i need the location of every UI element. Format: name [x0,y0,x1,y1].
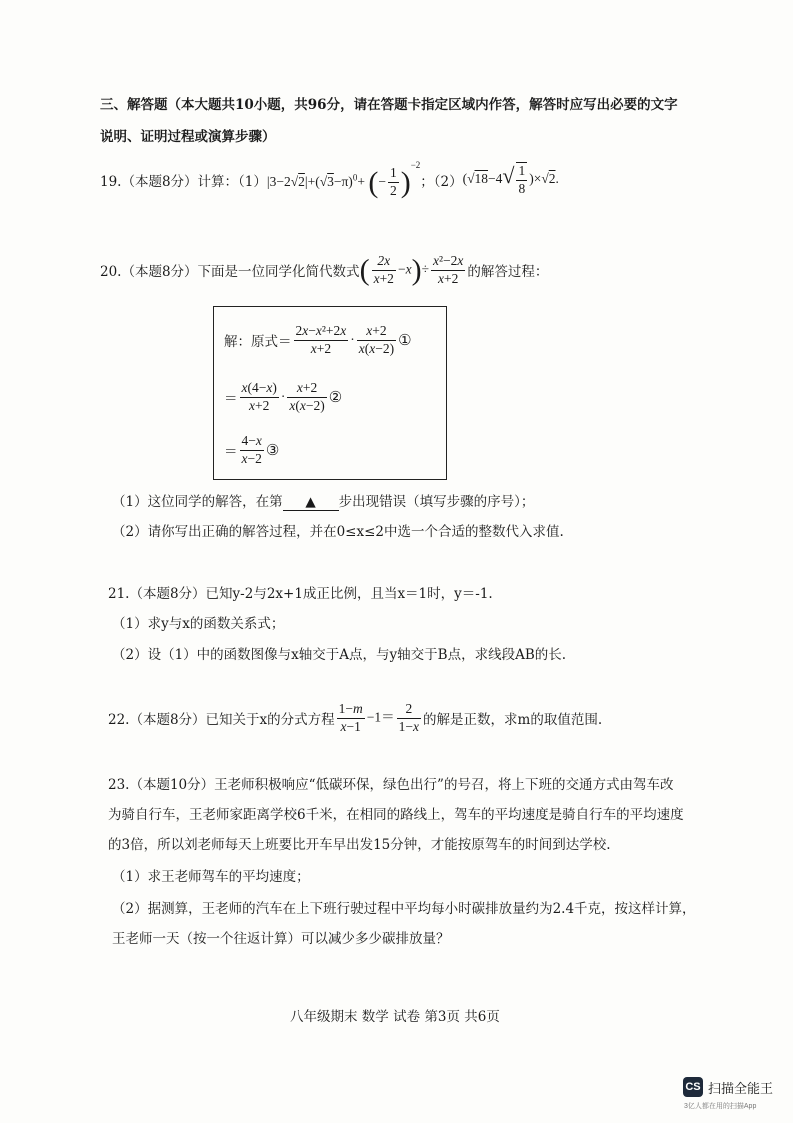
q20-tail: 的解答过程： [467,264,549,280]
page-footer: 八年级期末 数学 试卷 第3页 共6页 [290,1009,500,1025]
question-23-line-2: 为骑自行车，王老师家距离学校6千米，在相同的路线上，驾车的平均速度是骑自行车的平均速度 [108,807,684,823]
q21-sub1: （1）求y与x的函数关系式； [112,616,285,632]
q20-expr: ( $\frac{2x}{x+2}$ −x)÷ $\frac{\text{x²−2x}}{x+2}$ [359,252,464,286]
step-2-marker: ② [328,389,343,406]
question-23-line-3: 的3倍，所以刘老师每天上班要比开车早出发15分钟，才能按原驾车的时间到达学校. [108,837,611,853]
scanner-logo-icon: CS [683,1077,703,1097]
q22-equation: $\frac{1-m}{x-1}$ −1＝ $\frac{2}{1-x}$ [338,700,420,734]
q23-sub1: （1）求王老师驾车的平均速度； [112,869,310,885]
question-22 [108,697,602,739]
scanner-tagline: 3亿人都在用的扫描App [684,1103,757,1110]
q19-expr2: (√18−4√ $\frac{1}{8}$ )×√2. [462,163,559,196]
section-title-cont: 说明、证明过程或演算步骤） [100,129,276,145]
scanner-name: 扫描全能王 [708,1081,774,1096]
step-1-marker: ① [398,332,412,349]
solution-step-2: ＝ $\frac{x(4-x)}{x+2}$ · $\frac{x+2}{x(x-2)}$ ② [224,379,343,413]
q19-part2: ；（2） [420,174,463,190]
section-title: 三、解答题（本大题共10小题，共96分，请在答题卡指定区域内作答，解答时应写出必要的文字 [100,97,678,113]
q23-sub2-line-1: （2）据测算，王老师的汽车在上下班行驶过程中平均每小时碳排放量约为2.4千克，按这样计算， [112,901,696,917]
q22-label: 22.（本题8分）已知关于x的分式方程 [108,712,335,728]
answer-blank: ▲ [283,494,339,511]
solution-intro: 解：原式＝ [224,334,292,349]
q19-label: 19.（本题8分）计算：（1） [100,174,267,190]
q20-sub1: （1）这位同学的解答，在第 ▲ 步出现错误（填写步骤的序号）； [112,494,535,510]
q20-sub2: （2）请你写出正确的解答过程，并在0≤x≤2中选一个合适的整数代入求值. [112,524,564,540]
q22-tail: 的解是正数，求m的取值范围. [423,712,603,728]
solution-step-1: 解：原式＝ $\frac{\text{2x−x²+2x}}{x+2}$ · $\frac{x+2}{x(x-2)}$ ① [224,322,412,356]
question-19 [100,160,559,200]
q23-sub2-line-2: 王老师一天（按一个往返计算）可以减少多少碳排放量？ [112,931,450,947]
solution-step-3: ＝ $\frac{4-x}{x-2}$ ③ [224,432,280,466]
question-21: 21.（本题8分）已知y-2与2x+1成正比例，且当x＝1时，y＝-1. [108,586,493,602]
step-3-marker: ③ [265,442,280,459]
question-23-line-1: 23.（本题10分）王老师积极响应“低碳环保，绿色出行”的号召，将上下班的交通方式由驾车改 [108,777,674,793]
q19-expr1: $|3-2√2|+(√3-\pi)^0+$ (− $\frac{1}{2}$ )$^{-2}$ [266,159,421,199]
q20-label: 20.（本题8分）下面是一位同学化简代数式 [100,264,360,280]
q21-sub2: （2）设（1）中的函数图像与x轴交于A点，与y轴交于B点，求线段AB的长. [112,647,567,663]
question-20 [100,248,548,292]
